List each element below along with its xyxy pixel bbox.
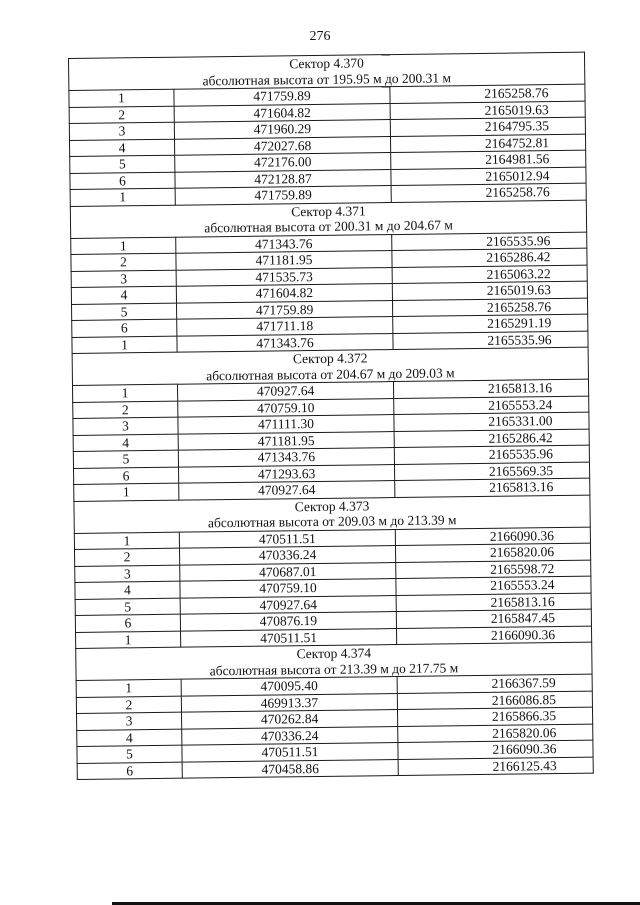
point-number: 2: [71, 253, 176, 271]
y-coordinate: 2165063.22: [392, 265, 587, 284]
x-coordinate: 471960.29: [174, 120, 390, 139]
point-number: 3: [75, 565, 180, 583]
y-coordinate: 2165535.96: [394, 445, 589, 464]
x-coordinate: 472128.87: [175, 169, 391, 188]
y-coordinate: 2166086.85: [397, 691, 592, 710]
y-coordinate: 2166125.43: [398, 757, 593, 776]
y-coordinate: 2165019.63: [392, 281, 587, 300]
point-number: 2: [75, 548, 180, 566]
point-number: 2: [76, 696, 181, 714]
x-coordinate: 470336.24: [182, 726, 398, 745]
point-number: 1: [72, 336, 177, 354]
point-number: 6: [75, 614, 180, 632]
point-number: 5: [70, 155, 175, 173]
point-number: 5: [72, 303, 177, 321]
point-number: 1: [69, 89, 174, 107]
point-number: 2: [73, 401, 178, 419]
coordinates-sheet: [68, 52, 594, 780]
x-coordinate: 471343.76: [177, 333, 393, 352]
y-coordinate: 2165535.96: [392, 232, 587, 251]
x-coordinate: 470095.40: [181, 677, 397, 696]
y-coordinate: 2165820.06: [398, 724, 593, 743]
point-number: 6: [74, 467, 179, 485]
y-coordinate: 2165258.76: [392, 298, 587, 317]
x-coordinate: 471711.18: [177, 317, 393, 336]
point-number: 1: [71, 237, 176, 255]
x-coordinate: 470927.64: [177, 382, 393, 401]
point-number: 5: [75, 598, 180, 616]
y-coordinate: 2165569.35: [394, 462, 589, 481]
x-coordinate: 471535.73: [176, 267, 392, 286]
y-coordinate: 2165820.06: [395, 543, 590, 562]
point-number: 1: [74, 532, 179, 550]
x-coordinate: 472176.00: [175, 153, 391, 172]
point-number: 4: [71, 286, 176, 304]
y-coordinate: 2166090.36: [396, 626, 591, 645]
point-number: 1: [76, 679, 181, 697]
x-coordinate: 470511.51: [179, 529, 395, 548]
y-coordinate: 2165331.00: [394, 412, 589, 431]
y-coordinate: 2165535.96: [393, 331, 588, 350]
sector-altitude: абсолютная высота от 213.39 м до 217.75 м: [76, 658, 592, 680]
page-number: 276: [309, 29, 331, 44]
x-coordinate: 470759.10: [178, 398, 394, 417]
y-coordinate: 2165847.45: [396, 609, 591, 628]
y-coordinate: 2166090.36: [395, 527, 590, 546]
point-number: 5: [77, 745, 182, 763]
point-number: 4: [70, 139, 175, 157]
x-coordinate: 470759.10: [180, 579, 396, 598]
y-coordinate: 2164795.35: [390, 117, 585, 136]
point-number: 3: [69, 122, 174, 140]
point-number: 3: [71, 270, 176, 288]
x-coordinate: 470687.01: [180, 562, 396, 581]
y-coordinate: 2165286.42: [394, 429, 589, 448]
y-coordinate: 2165258.76: [390, 84, 585, 103]
x-coordinate: 471604.82: [176, 284, 392, 303]
x-coordinate: 469913.37: [181, 693, 397, 712]
y-coordinate: 2165258.76: [391, 183, 586, 202]
sector-title: Сектор 4.372: [72, 347, 588, 369]
point-number: 3: [73, 417, 178, 435]
x-coordinate: 471604.82: [174, 103, 390, 122]
y-coordinate: 2165291.19: [393, 314, 588, 333]
point-number: 1: [70, 188, 175, 206]
sector-altitude: абсолютная высота от 204.67 м до 209.03 м: [72, 363, 588, 385]
y-coordinate: 2165813.16: [393, 379, 588, 398]
y-coordinate: 2166367.59: [397, 674, 592, 693]
x-coordinate: 471759.89: [174, 87, 390, 106]
sector-altitude: абсолютная высота от 200.31 м до 204.67 м: [71, 216, 587, 238]
x-coordinate: 471111.30: [178, 415, 394, 434]
y-coordinate: 2166090.36: [398, 740, 593, 759]
x-coordinate: 470511.51: [182, 743, 398, 762]
point-number: 6: [77, 762, 182, 780]
y-coordinate: 2165813.16: [395, 478, 590, 497]
x-coordinate: 471759.89: [176, 300, 392, 319]
point-number: 5: [73, 450, 178, 468]
x-coordinate: 471181.95: [176, 251, 392, 270]
point-number: 1: [76, 631, 181, 649]
point-number: 3: [77, 712, 182, 730]
sector-title: Сектор 4.374: [76, 642, 592, 664]
sector-altitude: абсолютная высота от 195.95 м до 200.31 м: [69, 68, 585, 90]
point-number: 4: [75, 581, 180, 599]
x-coordinate: 471343.76: [176, 234, 392, 253]
y-coordinate: 2165019.63: [390, 101, 585, 120]
point-number: 1: [74, 483, 179, 501]
point-number: 6: [70, 172, 175, 190]
x-coordinate: 471343.76: [178, 448, 394, 467]
point-number: 6: [72, 319, 177, 337]
x-coordinate: 470262.84: [182, 710, 398, 729]
x-coordinate: 471759.89: [175, 186, 391, 205]
x-coordinate: 472027.68: [174, 136, 390, 155]
x-coordinate: 471293.63: [179, 464, 395, 483]
y-coordinate: 2165553.24: [396, 576, 591, 595]
y-coordinate: 2165012.94: [391, 167, 586, 186]
sector-altitude: абсолютная высота от 209.03 м до 213.39 м: [74, 511, 590, 533]
x-coordinate: 471181.95: [178, 431, 394, 450]
point-number: 4: [73, 434, 178, 452]
sector-title: Сектор 4.370: [69, 52, 585, 74]
y-coordinate: 2164752.81: [390, 134, 585, 153]
y-coordinate: 2165286.42: [392, 248, 587, 267]
point-number: 2: [69, 106, 174, 124]
x-coordinate: 470927.64: [180, 595, 396, 614]
y-coordinate: 2165866.35: [397, 707, 592, 726]
y-coordinate: 2165553.24: [394, 396, 589, 415]
y-coordinate: 2165598.72: [396, 560, 591, 579]
x-coordinate: 470876.19: [180, 612, 396, 631]
x-coordinate: 470927.64: [179, 481, 395, 500]
y-coordinate: 2165813.16: [396, 593, 591, 612]
sector-title: Сектор 4.371: [70, 200, 586, 222]
point-number: 4: [77, 729, 182, 747]
x-coordinate: 470511.51: [181, 628, 397, 647]
sector-title: Сектор 4.373: [74, 495, 590, 517]
point-number: 1: [73, 384, 178, 402]
x-coordinate: 470458.86: [182, 759, 398, 778]
sector-coordinates-table: [68, 52, 594, 780]
y-coordinate: 2164981.56: [391, 150, 586, 169]
x-coordinate: 470336.24: [179, 546, 395, 565]
